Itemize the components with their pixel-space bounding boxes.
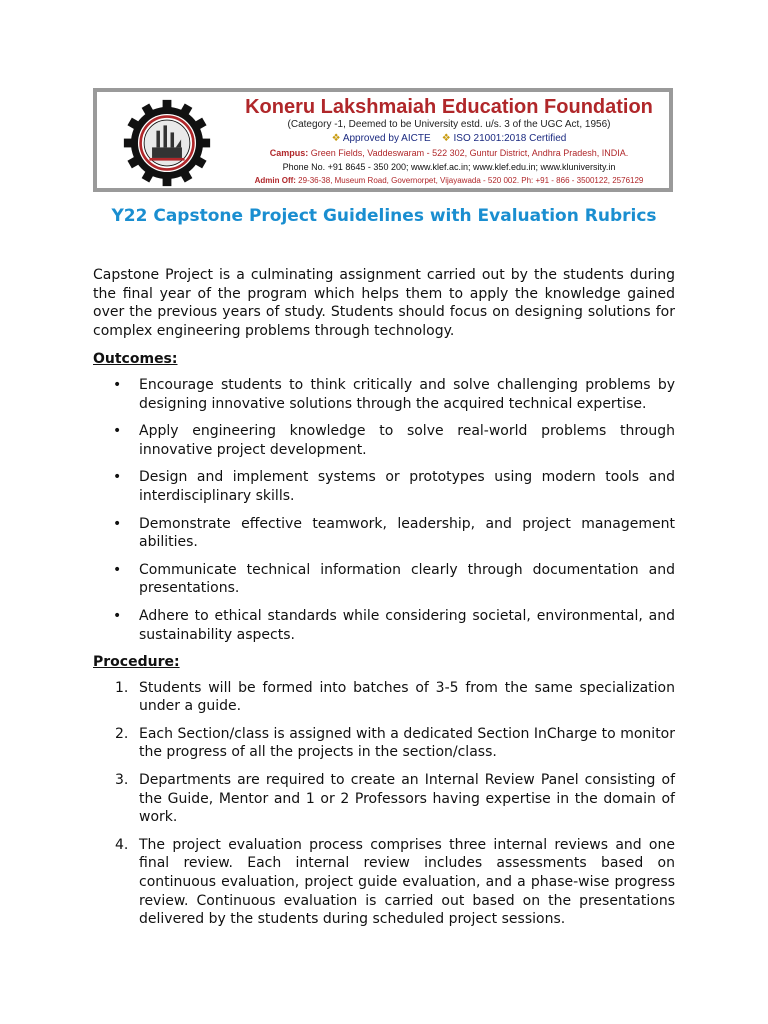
document-title: Y22 Capstone Project Guidelines with Evaluation Rubrics: [111, 206, 657, 226]
bullet-icon: •: [113, 423, 122, 440]
list-item: [93, 422, 675, 459]
step-number: 3.: [115, 772, 129, 789]
letterhead: [93, 88, 673, 192]
org-name: Koneru Lakshmaiah Education Foundation: [245, 96, 653, 118]
list-item: [93, 679, 675, 716]
intro-paragraph: Capstone Project is a culminating assignment carried out by the students during the final year of the program which helps them to apply the knowledge gained over the previous years of study. Students should focus on designing solutions for complex engineering problems through technology.: [93, 267, 675, 339]
list-item: [93, 376, 675, 413]
approvals: [239, 131, 659, 147]
outcome-text: Apply engineering knowledge to solve real-world problems through innovative project development.: [139, 423, 675, 458]
outcome-text: Communicate technical information clearly through documentation and presentations.: [139, 561, 675, 597]
campus-address: Green Fields, Vaddeswaram - 522 302, Guntur District, Andhra Pradesh, INDIA.: [310, 148, 629, 158]
admin-label: Admin Off:: [254, 176, 296, 185]
admin-address: 29-36-38, Museum Road, Governorpet, Vijayawada - 520 002. Ph: +91 - 866 - 3500122, 2576129: [298, 176, 644, 185]
step-number: 1.: [115, 679, 129, 696]
diamond-bullet-icon: ❖: [441, 133, 451, 144]
approval-aicte: Approved by AICTE: [342, 133, 431, 144]
bullet-icon: •: [113, 376, 122, 393]
campus-label: Campus:: [269, 148, 309, 158]
campus-line: [239, 147, 659, 160]
bullet-icon: •: [113, 515, 122, 532]
list-item: [93, 468, 675, 505]
document-body: [93, 266, 675, 938]
step-text: Departments are required to create an Internal Review Panel consisting of the Guide, Mentor and 1 or 2 Professors having expertise in the domain of work.: [139, 772, 675, 826]
procedure-list: [93, 679, 675, 929]
procedure-heading: Procedure:: [93, 654, 180, 671]
list-item: [93, 607, 675, 644]
diamond-bullet-icon: ❖: [331, 133, 341, 144]
contact-line: Phone No. +91 8645 - 350 200; www.klef.ac.in; www.klef.edu.in; www.kluniversity.in: [282, 162, 616, 172]
approval-iso: ISO 21001:2018 Certified: [453, 133, 567, 144]
admin-office-line: [239, 174, 659, 187]
list-item: [93, 771, 675, 827]
letterhead-text: [239, 95, 659, 187]
org-category: (Category -1, Deemed to be University estd. u/s. 3 of the UGC Act, 1956): [287, 119, 611, 130]
outcomes-list: [93, 376, 675, 644]
outcome-text: Encourage students to think critically and solve challenging problems by designing innovative solutions through the acquired technical expertise.: [139, 376, 675, 412]
step-number: 2.: [115, 725, 129, 742]
step-number: 4.: [115, 836, 129, 853]
bullet-icon: •: [113, 607, 122, 624]
step-text: Students will be formed into batches of 3-5 from the same specialization under a guide.: [139, 679, 675, 715]
outcome-text: Demonstrate effective teamwork, leadership, and project management abilities.: [139, 515, 675, 551]
list-item: [93, 561, 675, 598]
list-item: [93, 515, 675, 552]
bullet-icon: •: [113, 561, 122, 578]
outcome-text: Design and implement systems or prototypes using modern tools and interdisciplinary skills.: [139, 469, 675, 504]
step-text: The project evaluation process comprises three internal reviews and one final review. Each internal review includes assessments based on continuous evaluation, project guide evaluation, and a phase-wise progress review. Continuous evaluation is carried out based on the presentations delivered by the students during scheduled project sessions.: [139, 836, 675, 928]
outcome-text: Adhere to ethical standards while considering societal, environmental, and sustainability aspects.: [139, 607, 675, 643]
list-item: [93, 725, 675, 762]
list-item: [93, 836, 675, 929]
bullet-icon: •: [113, 469, 122, 486]
outcomes-heading: Outcomes:: [93, 351, 178, 368]
step-text: Each Section/class is assigned with a dedicated Section InCharge to monitor the progress of all the projects in the section/class.: [139, 725, 675, 761]
university-seal-logo: [123, 99, 211, 187]
